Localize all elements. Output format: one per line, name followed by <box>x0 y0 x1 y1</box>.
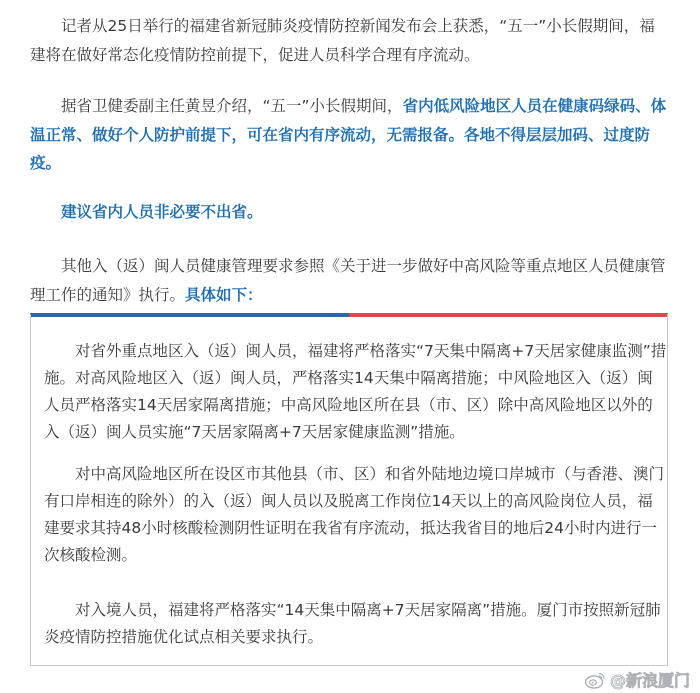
p2-highlight-text: 省内低风险地区人员在健康码绿码、体温正常、做好个人防护前提下，可在省内有序流动，无需报备。各地不得层层加码、过度防疫。 <box>30 97 667 172</box>
measure-outside-key-areas <box>44 338 668 446</box>
advice-highlight-text: 建议省内人员非必要不出省。 <box>61 203 263 221</box>
measure-inbound-travelers <box>44 597 668 651</box>
paragraph-huang-yu <box>30 92 670 178</box>
measure-3-text: 对入境人员，福建将严格落实“14天集中隔离+7天居家隔离”措施。厦门市按照新冠肺炎疫情防控措施优化试点相关要求执行。 <box>44 601 661 646</box>
measure-2-text: 对中高风险地区所在设区市其他县（市、区）和省外陆地边境口岸城市（与香港、澳门有口岸相连的除外）的入（返）闽人员以及脱离工作岗位14天以上的高风险岗位人员，福建要求其持48小时核酸检测阴性证明在我省有序流动，抵达我省目的地后24小时内进行一次核酸检测。 <box>44 465 665 564</box>
measure-mid-high-risk-cities <box>44 461 668 569</box>
paragraph-intro <box>30 12 670 69</box>
measure-1-text: 对省外重点地区入（返）闽人员，福建将严格落实“7天集中隔离+7天居家健康监测”措施。对高风险地区入（返）闽人员，严格落实14天集中隔离措施；中风险地区入（返）闽人员严格落实14天居家隔离措施；中高风险地区所在县（市、区）除中高风险地区以外的入（返）闽人员实施“7天居家隔离+7天居家健康监测”措施。 <box>44 342 667 441</box>
watermark <box>584 668 690 691</box>
paragraph-other-arrivals <box>30 252 670 309</box>
watermark-text: @新浪厦门 <box>609 671 690 690</box>
weibo-icon <box>584 671 606 689</box>
paragraph-advice <box>30 198 670 227</box>
intro-text: 记者从25日举行的福建省新冠肺炎疫情防控新闻发布会上获悉，“五一”小长假期间，福建将在做好常态化疫情防控前提下，促进人员科学合理有序流动。 <box>30 17 655 64</box>
p2-plain-text: 据省卫健委副主任黄昱介绍，“五一”小长假期间， <box>61 97 403 115</box>
p4-plain-text: 其他入（返）闽人员健康管理要求参照《关于进一步做好中高风险等重点地区人员健康管理工作的通知》执行。 <box>30 257 666 304</box>
p4-highlight-text: 具体如下： <box>185 285 263 304</box>
